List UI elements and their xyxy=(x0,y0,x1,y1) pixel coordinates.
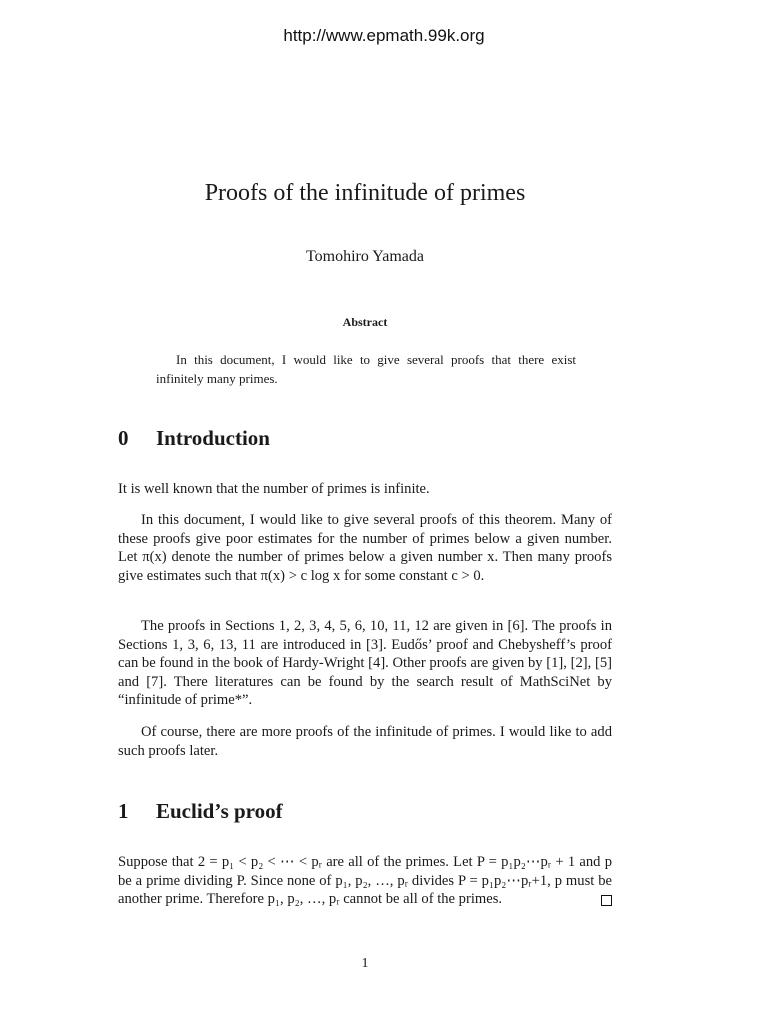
proof-paragraph xyxy=(118,853,612,909)
paper-title: Proofs of the infinitude of primes xyxy=(204,180,526,206)
section-heading-euclid xyxy=(118,799,283,824)
qed-square-icon xyxy=(601,895,612,906)
section-number: 0 xyxy=(118,426,129,450)
abstract-heading: Abstract xyxy=(342,315,388,329)
paper-author: Tomohiro Yamada xyxy=(306,248,424,265)
abstract-text: In this document, I would like to give several proofs that there exist infinitely many primes. xyxy=(156,352,576,386)
page-number: 1 xyxy=(361,956,369,971)
abstract-body xyxy=(156,350,576,388)
proof-text: Suppose that 2 = p₁ < p₂ < ⋯ < pᵣ are all of the primes. Let P = p₁p₂⋯pᵣ + 1 and p be a prime dividing P. Since none of p₁, p₂, …, pᵣ divides P = p₁p₂⋯pᵣ+1, p must be another prime. Therefore p₁, p₂, …, pᵣ cannot be all of the primes. xyxy=(118,854,612,907)
section-title: Introduction xyxy=(156,426,270,450)
header-url: http://www.epmath.99k.org xyxy=(283,26,485,45)
section-number: 1 xyxy=(118,799,129,823)
section-heading-introduction xyxy=(118,426,270,451)
paragraph: It is well known that the number of primes is infinite. xyxy=(118,481,430,497)
section-title: Euclid’s proof xyxy=(156,799,283,823)
paragraph: In this document, I would like to give several proofs of this theorem. Many of these proofs give poor estimates for the number of primes below a given number. Let π(x) denote the number of primes below a given number x. Then many proofs give estimates such that π(x) > c log x for some constant c > 0. xyxy=(118,512,612,584)
paragraph: Of course, there are more proofs of the infinitude of primes. I would like to add such proofs later. xyxy=(118,724,612,759)
paragraph: The proofs in Sections 1, 2, 3, 4, 5, 6, 10, 11, 12 are given in [6]. The proofs in Sections 1, 3, 6, 13, 11 are introduced in [3]. Eudős’ proof and Chebysheff’s proof can be found in the book of Hardy-Wright [4]. Other proofs are given by [1], [2], [5] and [7]. There literatures can be found by the search result of MathSciNet by “infinitude of prime*”. xyxy=(118,618,612,708)
